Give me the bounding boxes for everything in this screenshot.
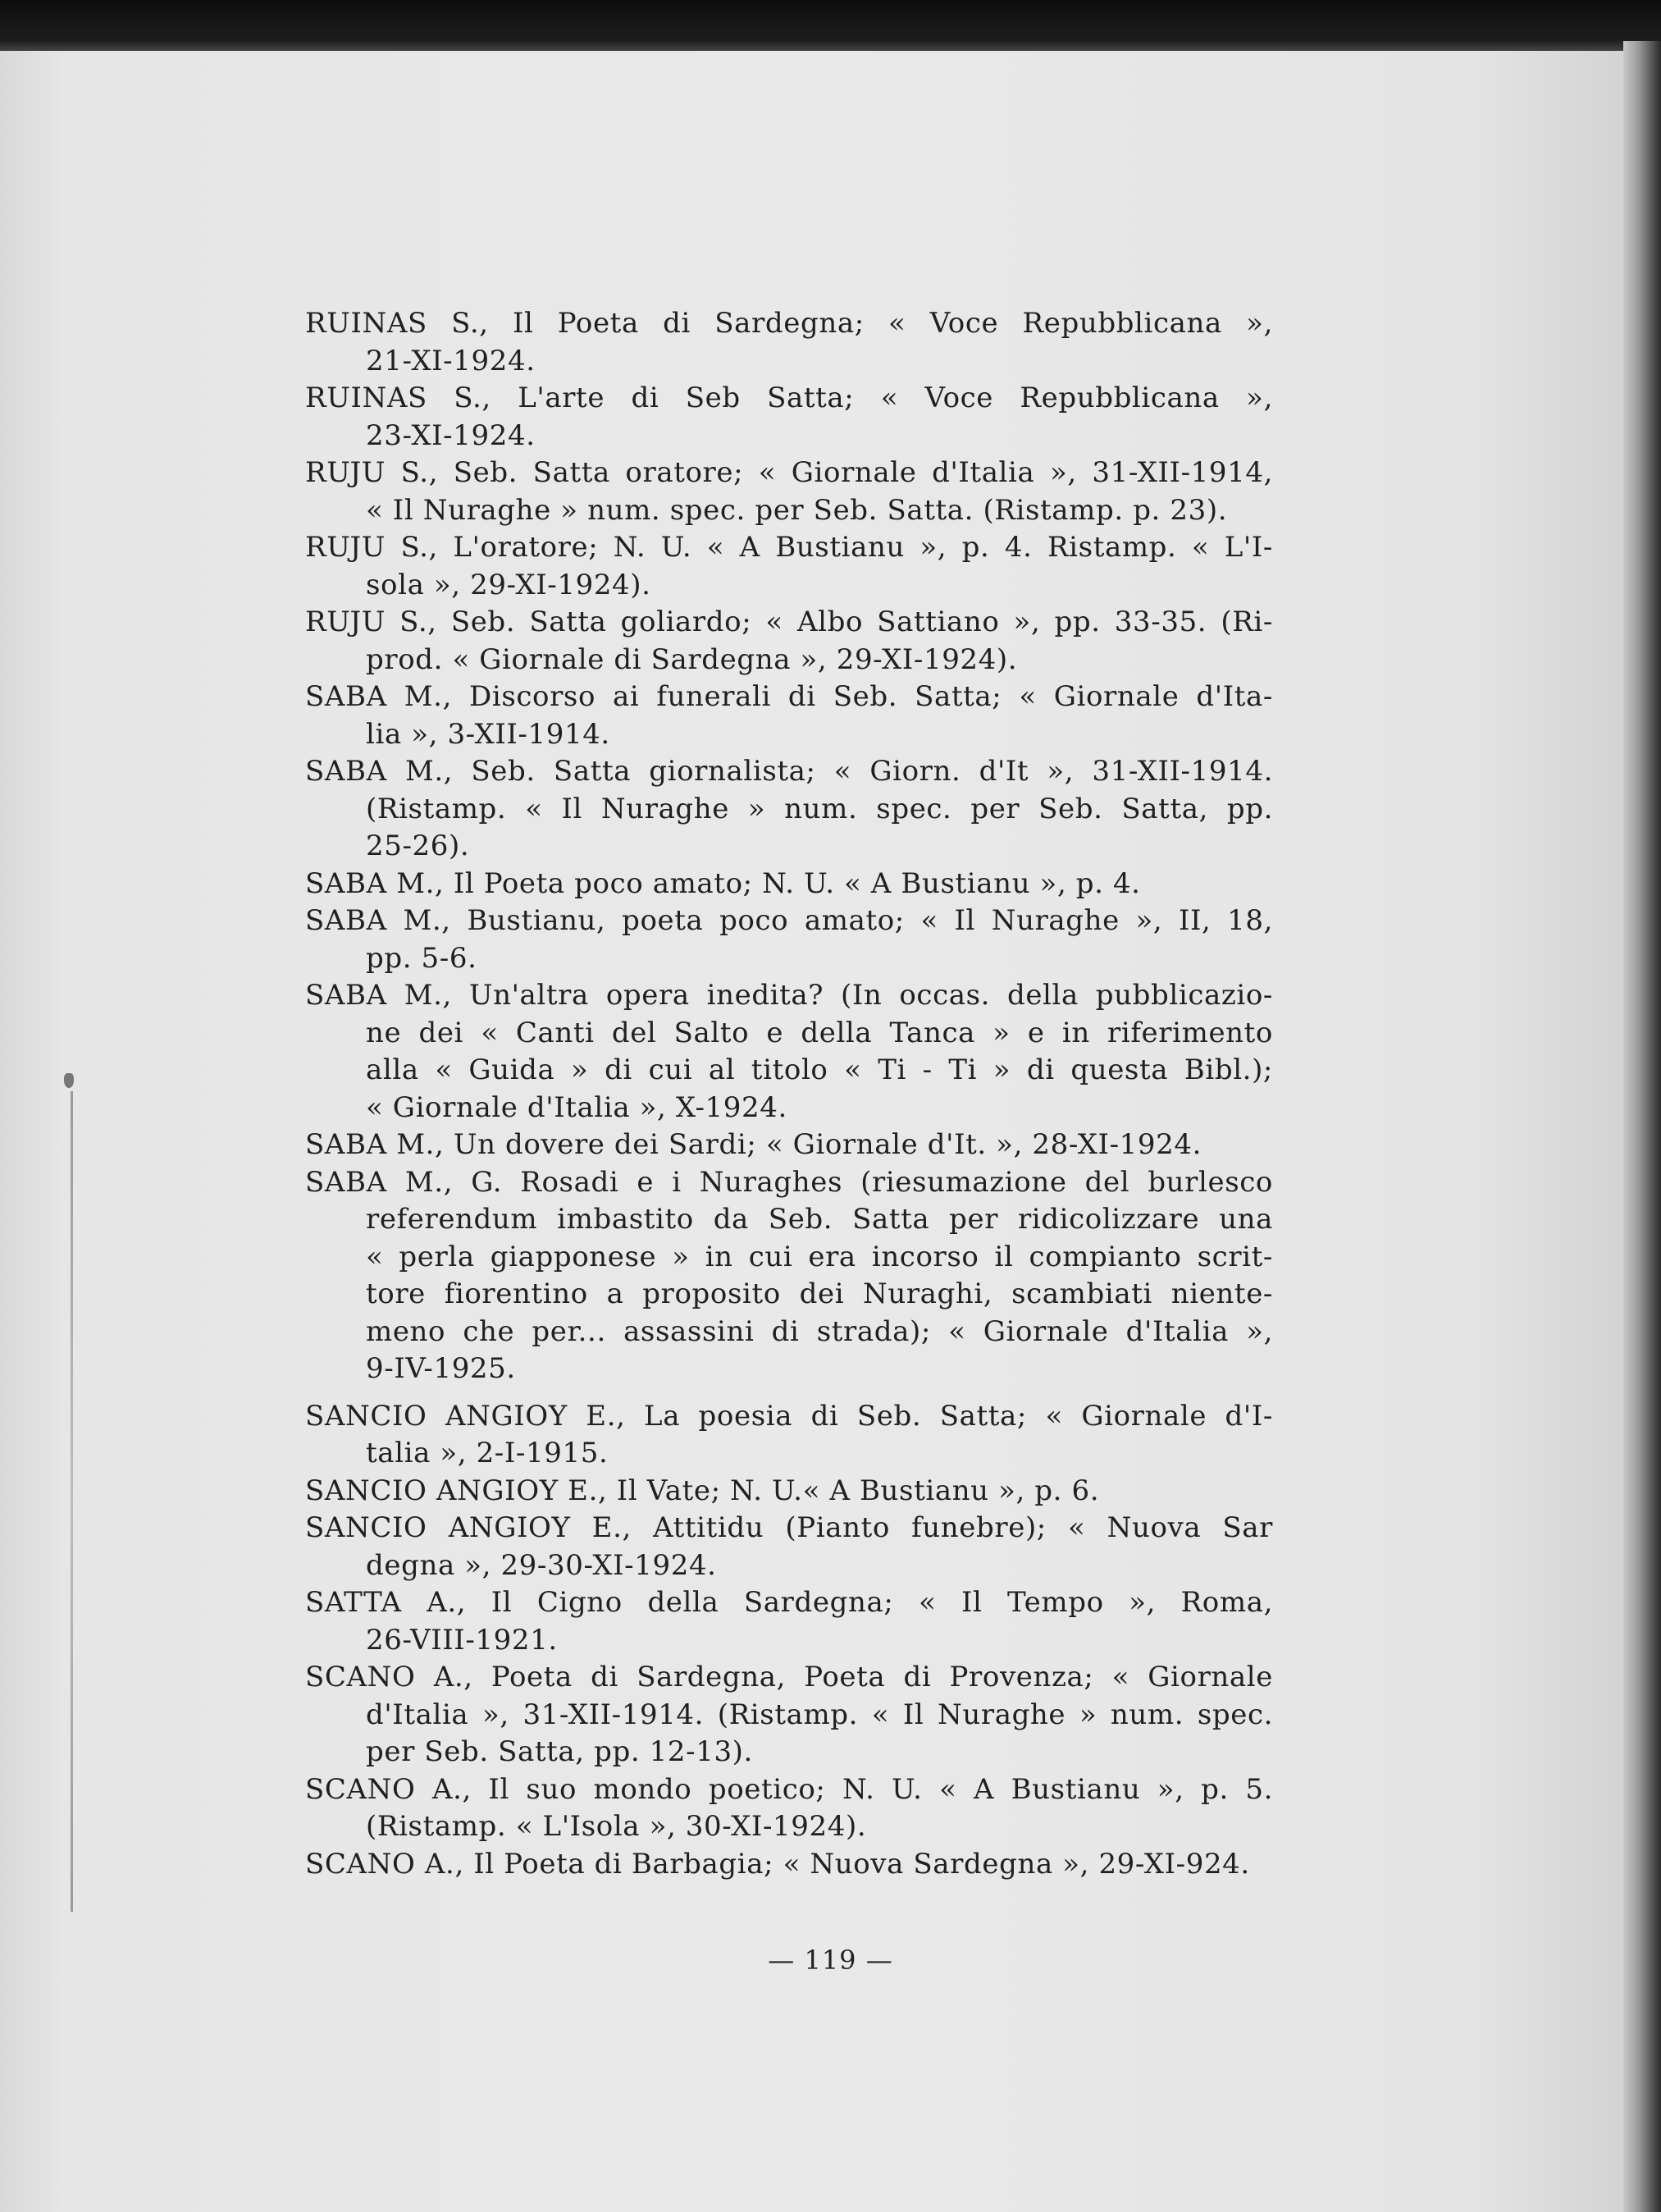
entry-line: « Il Nuraghe » num. spec. per Seb. Satta. (Ristamp. p. 23).: [366, 493, 1228, 527]
bibliography-entry: [305, 753, 1273, 866]
entry-line: SABA M., Bustianu, poeta poco amato; « Il Nuraghe », II, 18,: [305, 904, 1273, 937]
bibliography-entry: [305, 1510, 1273, 1584]
entry-line: 23-XI-1924.: [366, 418, 536, 452]
entry-line: RUINAS S., L'arte di Seb Satta; « Voce Repubblicana »,: [305, 382, 1273, 414]
entry-line: per Seb. Satta, pp. 12-13).: [366, 1735, 753, 1768]
entry-line: referendum imbastito da Seb. Satta per ridicolizzare una: [366, 1203, 1273, 1236]
entry-line: SCANO A., Il suo mondo poetico; N. U. « A Bustianu », p. 5.: [305, 1772, 1273, 1806]
entry-line: SCANO A., Poeta di Sardegna, Poeta di Provenza; « Giornale: [305, 1661, 1273, 1693]
entry-line: SABA M., G. Rosadi e i Nuraghes (riesumazione del burlesco: [305, 1165, 1273, 1199]
entry-line: degna », 29-30-XI-1924.: [366, 1548, 717, 1582]
entry-line: 9-IV-1925.: [366, 1352, 516, 1385]
entry-line: SATTA A., Il Cigno della Sardegna; « Il Tempo », Roma,: [305, 1586, 1273, 1619]
entry-line: (Ristamp. « Il Nuraghe » num. spec. per Seb. Satta, pp.: [366, 792, 1273, 825]
page-number: — 119 —: [768, 1945, 893, 1976]
bibliography-entry: [305, 679, 1273, 753]
bibliography-entry: [305, 380, 1273, 455]
entry-line: RUJU S., Seb. Satta goliardo; « Albo Sattiano », pp. 33-35. (Ri-: [305, 606, 1273, 638]
top-shadow: [0, 0, 1661, 57]
bibliography-entry: [305, 903, 1273, 977]
entry-line: 26-VIII-1921.: [366, 1623, 558, 1657]
bibliography-entry: [305, 1127, 1273, 1164]
entry-line: pp. 5-6.: [366, 941, 477, 975]
entry-line: prod. « Giornale di Sardegna », 29-XI-1924).: [366, 642, 1018, 676]
entry-line: « perla giapponese » in cui era incorso il compianto scrit-: [366, 1240, 1273, 1273]
entry-line: SANCIO ANGIOY E., Il Vate; N. U.« A Bustianu », p. 6.: [305, 1474, 1100, 1507]
entry-line: RUJU S., L'oratore; N. U. « A Bustianu », p. 4. Ristamp. « L'I-: [305, 531, 1273, 564]
bibliography-entry: [305, 1659, 1273, 1771]
entry-line: meno che per... assassini di strada); « Giornale d'Italia »,: [366, 1314, 1273, 1348]
entry-line: lia », 3-XII-1914.: [366, 717, 610, 751]
bibliography-entry: [305, 604, 1273, 679]
entry-line: ne dei « Canti del Salto e della Tanca » e in riferimento: [366, 1016, 1273, 1049]
entry-line: sola », 29-XI-1924).: [366, 568, 651, 601]
entry-line: (Ristamp. « L'Isola », 30-XI-1924).: [366, 1810, 867, 1843]
bibliography-entry: [305, 1771, 1273, 1846]
bibliography-list: [305, 305, 1273, 1883]
bibliography-entry: [305, 1164, 1273, 1388]
entry-line: SABA M., Un dovere dei Sardi; « Giornale d'It. », 28-XI-1924.: [305, 1128, 1202, 1161]
bibliography-entry: [305, 1584, 1273, 1659]
entry-line: 21-XI-1924.: [366, 344, 536, 377]
binding-line: [71, 1091, 73, 1912]
entry-line: SABA M., Discorso ai funerali di Seb. Satta; « Giornale d'Ita-: [305, 680, 1273, 713]
entry-line: d'Italia », 31-XII-1914. (Ristamp. « Il Nuraghe » num. spec.: [366, 1698, 1273, 1731]
entry-line: SABA M., Seb. Satta giornalista; « Giorn. d'It », 31-XII-1914.: [305, 755, 1273, 788]
entry-line: « Giornale d'Italia », X-1924.: [366, 1090, 787, 1124]
bibliography-entry: [305, 977, 1273, 1127]
page-edge: [1623, 41, 1661, 2212]
bibliography-entry: [305, 305, 1273, 380]
entry-line: SANCIO ANGIOY E., La poesia di Seb. Satta; « Giornale d'I-: [305, 1399, 1273, 1433]
entry-line: SABA M., Il Poeta poco amato; N. U. « A Bustianu », p. 4.: [305, 866, 1141, 900]
entry-line: RUINAS S., Il Poeta di Sardegna; « Voce Repubblicana »,: [305, 307, 1273, 340]
entry-line: alla « Guida » di cui al titolo « Ti - Ti » di questa Bibl.);: [366, 1053, 1273, 1086]
entry-line: tore fiorentino a proposito dei Nuraghi, scambiati niente-: [366, 1277, 1273, 1310]
entry-line: RUJU S., Seb. Satta oratore; « Giornale d'Italia », 31-XII-1914,: [305, 456, 1273, 489]
bibliography-entry: [305, 866, 1273, 903]
bibliography-entry: [305, 529, 1273, 604]
entry-line: SCANO A., Il Poeta di Barbagia; « Nuova Sardegna », 29-XI-924.: [305, 1847, 1250, 1881]
entry-line: SANCIO ANGIOY E., Attitidu (Pianto funebre); « Nuova Sar: [305, 1511, 1273, 1544]
bibliography-entry: [305, 1398, 1273, 1473]
entry-line: talia », 2-I-1915.: [366, 1437, 609, 1469]
entry-line: SABA M., Un'altra opera inedita? (In occas. della pubblicazio-: [305, 979, 1273, 1012]
bibliography-entry: [305, 1846, 1273, 1884]
bibliography-entry: [305, 455, 1273, 529]
binding-mark: [64, 1073, 74, 1088]
entry-line: 25-26).: [366, 830, 470, 862]
bibliography-entry: [305, 1473, 1273, 1510]
